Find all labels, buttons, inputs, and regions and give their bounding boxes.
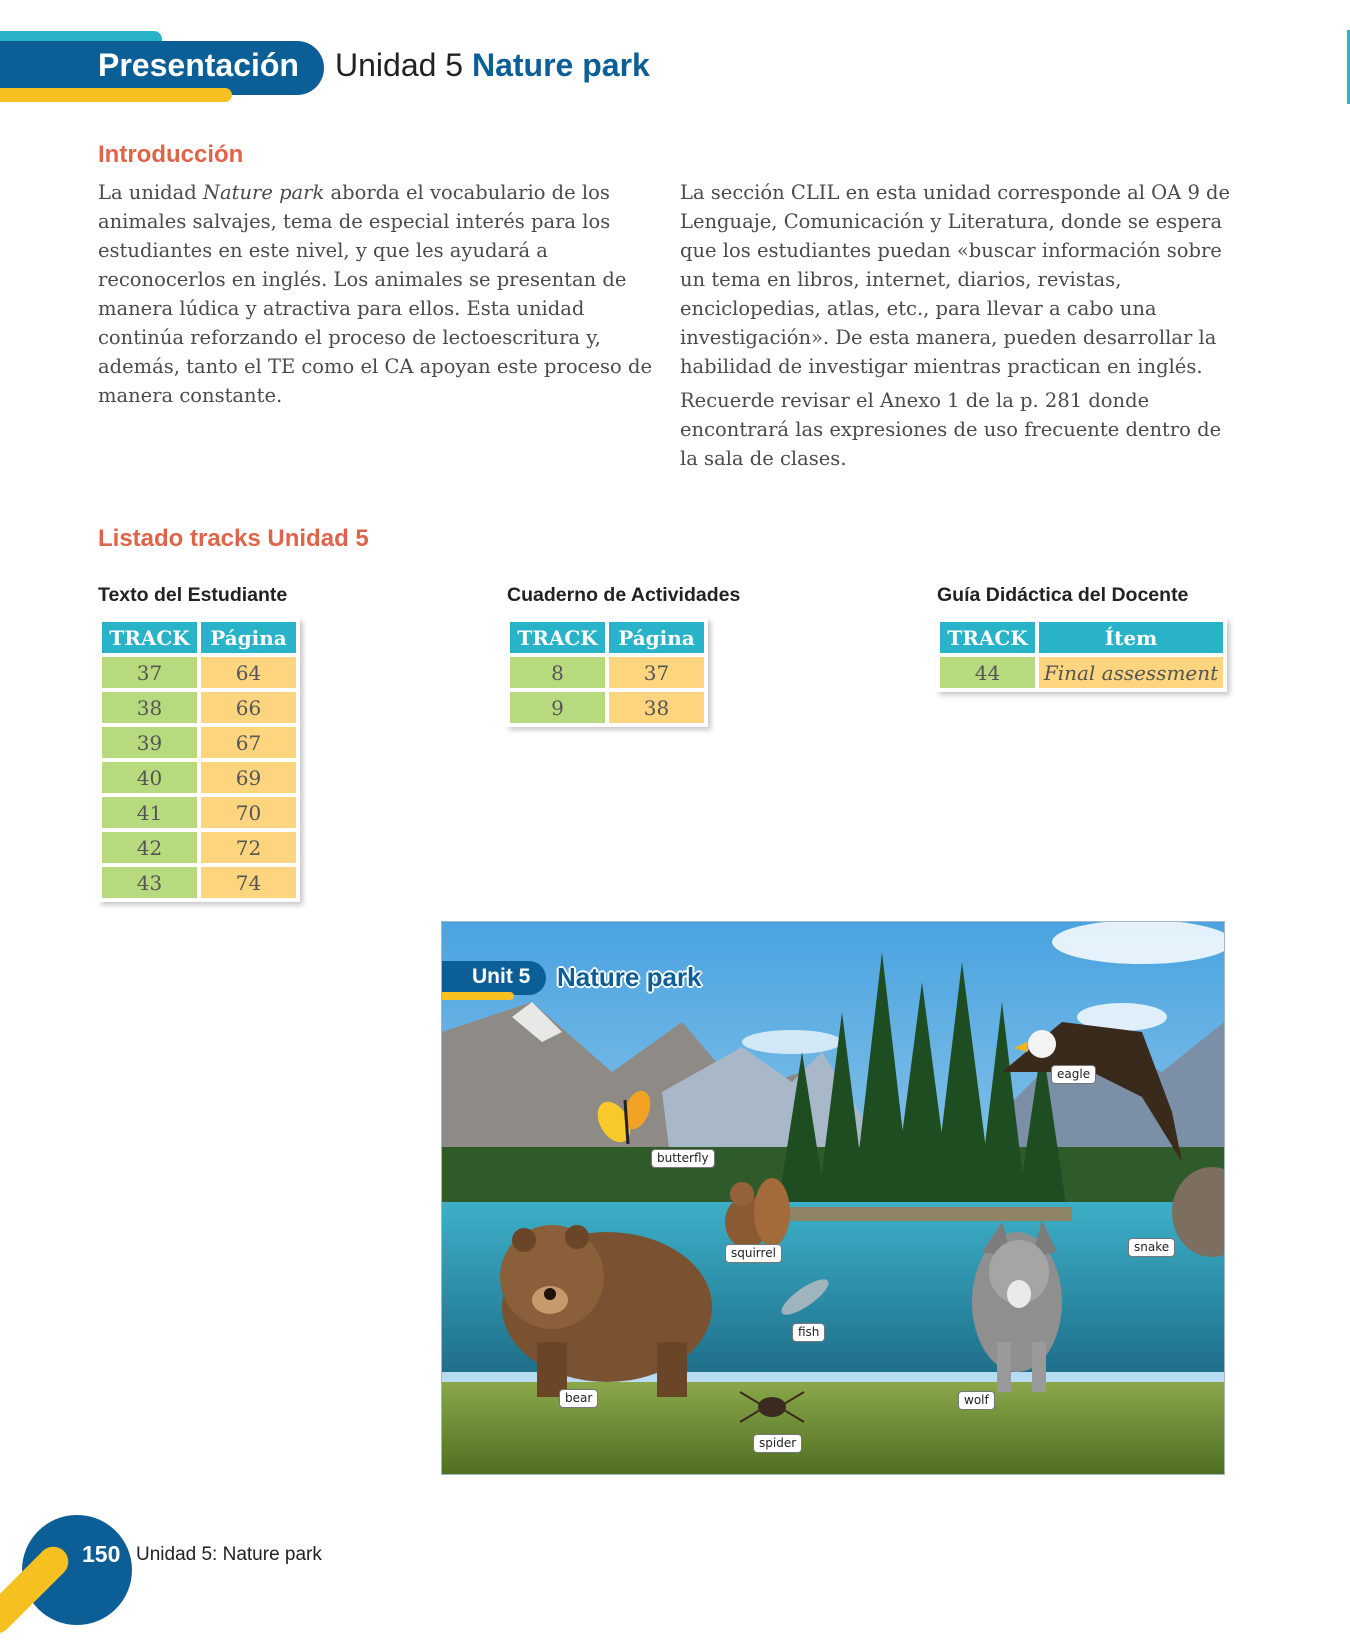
table-header-track: TRACK xyxy=(102,622,197,653)
workbook-heading: Cuaderno de Actividades xyxy=(507,584,741,606)
table-row xyxy=(102,867,296,898)
table-header-page: Página xyxy=(609,622,704,653)
page-cell: 38 xyxy=(609,692,704,723)
table-row xyxy=(102,692,296,723)
page-cell: 69 xyxy=(201,762,296,793)
workbook-tracks-table xyxy=(506,618,708,727)
label-fish: fish xyxy=(792,1323,825,1342)
guide-tracks-table xyxy=(936,618,1227,692)
table-row xyxy=(102,762,296,793)
student-book-heading: Texto del Estudiante xyxy=(98,584,288,606)
guide-heading: Guía Didáctica del Docente xyxy=(937,584,1189,606)
table-row xyxy=(510,692,704,723)
page-number: 150 xyxy=(82,1541,121,1567)
track-number-cell: 8 xyxy=(510,657,605,688)
table-row xyxy=(102,797,296,828)
table-header-item: Ítem xyxy=(1039,622,1223,653)
table-header-track: TRACK xyxy=(510,622,605,653)
track-number-cell: 41 xyxy=(102,797,197,828)
track-number-cell: 40 xyxy=(102,762,197,793)
track-number-cell: 9 xyxy=(510,692,605,723)
student-tracks-table xyxy=(98,618,300,902)
table-row xyxy=(102,657,296,688)
nature-park-illustration xyxy=(441,921,1225,1475)
section-tab-label: Presentación xyxy=(98,47,299,83)
label-bear: bear xyxy=(559,1389,598,1408)
track-number-cell: 44 xyxy=(940,657,1035,688)
page-cell: 66 xyxy=(201,692,296,723)
label-spider: spider xyxy=(753,1434,802,1453)
page-cell: 72 xyxy=(201,832,296,863)
track-number-cell: 42 xyxy=(102,832,197,863)
label-wolf: wolf xyxy=(958,1391,995,1410)
unit-name: Nature park xyxy=(471,47,650,83)
table-row xyxy=(102,832,296,863)
illustration-title: Nature park xyxy=(557,962,702,992)
page-cell: Final assessment xyxy=(1039,657,1223,688)
track-number-cell: 37 xyxy=(102,657,197,688)
table-row xyxy=(940,657,1223,688)
page-cell: 74 xyxy=(201,867,296,898)
tracks-heading: Listado tracks Unidad 5 xyxy=(98,525,369,552)
footer-text: Unidad 5: Nature park xyxy=(136,1544,322,1565)
unit-number: Unidad 5 xyxy=(335,47,464,83)
track-number-cell: 39 xyxy=(102,727,197,758)
unit-label: Unit 5 xyxy=(472,965,531,988)
label-snake: snake xyxy=(1128,1238,1175,1257)
unit-tab-accent xyxy=(442,992,514,1000)
label-butterfly: butterfly xyxy=(651,1149,715,1168)
header-accent-yellow xyxy=(0,88,232,102)
table-header-track: TRACK xyxy=(940,622,1035,653)
table-row xyxy=(510,657,704,688)
table-header-page: Página xyxy=(201,622,296,653)
intro-paragraph-2: La sección CLIL en esta unidad corresponde al OA 9 de Lenguaje, Comunicación y Literatura, donde se espera que los estudiantes puedan «buscar información sobre un tema en libros, internet, diarios, revistas, enciclopedias, atlas, etc., para llevar a cabo una investigación». De esta manera, pueden desarrollar la habilidad de investigar mientras practican en inglés. xyxy=(680,181,1231,378)
page-title xyxy=(335,47,650,84)
unit-name-italic: Nature park xyxy=(202,181,325,204)
table-row xyxy=(102,727,296,758)
intro-heading: Introducción xyxy=(98,141,244,168)
page-cell: 67 xyxy=(201,727,296,758)
track-number-cell: 43 xyxy=(102,867,197,898)
page-cell: 70 xyxy=(201,797,296,828)
track-number-cell: 38 xyxy=(102,692,197,723)
label-squirrel: squirrel xyxy=(725,1244,782,1263)
page-cell: 64 xyxy=(201,657,296,688)
label-eagle: eagle xyxy=(1051,1065,1096,1084)
page-cell: 37 xyxy=(609,657,704,688)
intro-paragraph-3: Recuerde revisar el Anexo 1 de la p. 281 donde encontrará las expresiones de uso frecuente dentro de la sala de clases. xyxy=(680,389,1222,470)
intro-paragraph-1: La unidad Nature park aborda el vocabulario de los animales salvajes, tema de especial interés para los estudiantes en este nivel, y que les ayudará a reconocerlos en inglés. Los animales se presentan de manera lúdica y atractiva para ellos. Esta unidad continúa reforzando el proceso de lectoescritura y, además, tanto el TE como el CA apoyan este proceso de manera constante. xyxy=(98,181,652,407)
